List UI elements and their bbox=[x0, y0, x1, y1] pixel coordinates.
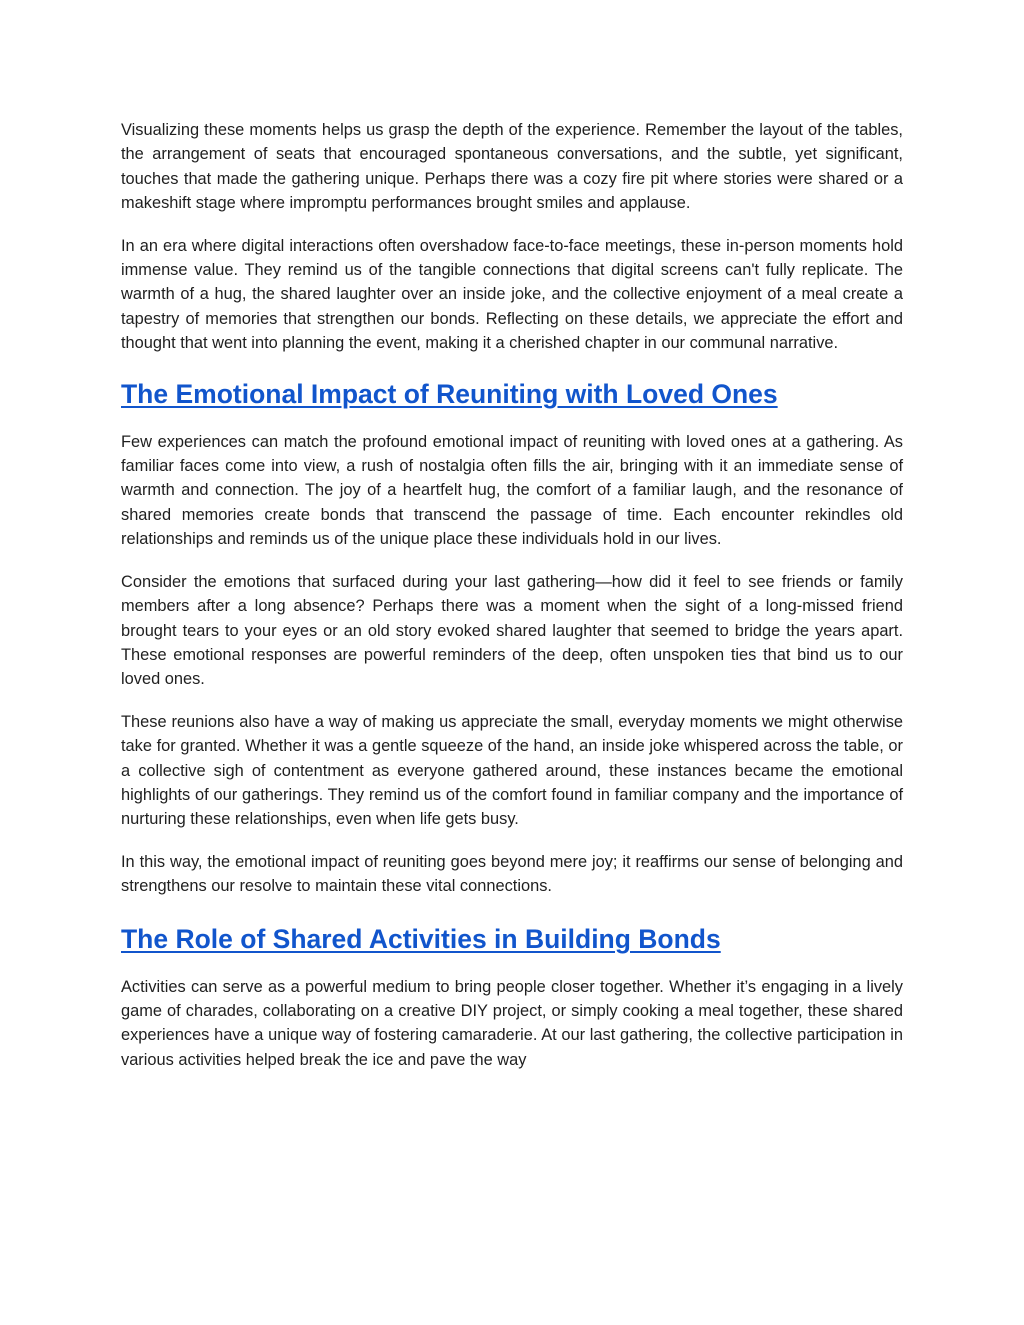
section1-paragraph-1: Few experiences can match the profound emotional impact of reuniting with loved ones at a gathering. As familiar faces come into view, a rush of nostalgia often fills the air, bringing with it an immediate sense of warmth and connection. The joy of a heartfelt hug, the comfort of a familiar laugh, and the resonance of shared memories create bonds that transcend the passage of time. Each encounter rekindles old relationships and reminds us of the unique place these individuals hold in our lives. bbox=[121, 432, 903, 549]
section1-paragraph-3: These reunions also have a way of making us appreciate the small, everyday moments we might otherwise take for granted. Whether it was a gentle squeeze of the hand, an inside joke whispered across the table, or a collective sigh of contentment as everyone gathered around, these instances became the emotional highlights of our gatherings. They remind us of the comfort found in familiar company and the importance of nurturing these relationships, even when life gets busy. bbox=[121, 712, 903, 829]
section-heading-wrap bbox=[121, 923, 903, 955]
section2-paragraph-1: Activities can serve as a powerful medium to bring people closer together. Whether it’s engaging in a lively game of charades, collaborating on a creative DIY project, or simply cooking a meal together, these shared experiences have a unique way of fostering camaraderie. At our last gathering, the collective participation in various activities helped break the ice and pave the way bbox=[121, 977, 903, 1069]
section-heading-emotional-impact bbox=[121, 378, 903, 410]
section-heading-wrap bbox=[121, 378, 903, 410]
heading-link-shared-activities[interactable]: The Role of Shared Activities in Building Bonds bbox=[121, 923, 721, 954]
intro-paragraph-1: Visualizing these moments helps us grasp the depth of the experience. Remember the layout of the tables, the arrangement of seats that encouraged spontaneous conversations, and the subtle, yet significant, touches that made the gathering unique. Perhaps there was a cozy fire pit where stories were shared or a makeshift stage where impromptu performances brought smiles and applause. bbox=[121, 121, 903, 213]
heading-link-emotional-impact[interactable]: The Emotional Impact of Reuniting with Loved Ones bbox=[121, 378, 778, 409]
section1-paragraph-2: Consider the emotions that surfaced during your last gathering—how did it feel to see friends or family members after a long absence? Perhaps there was a moment when the sight of a long-missed friend brought tears to your eyes or an old story evoked shared laughter that seemed to bridge the years apart. These emotional responses are powerful reminders of the deep, often unspoken ties that bind us to our loved ones. bbox=[121, 572, 903, 689]
section1-paragraph-4: In this way, the emotional impact of reuniting goes beyond mere joy; it reaffirms our sense of belonging and strengthens our resolve to maintain these vital connections. bbox=[121, 852, 903, 896]
section-heading-shared-activities bbox=[121, 923, 903, 955]
intro-paragraph-2: In an era where digital interactions often overshadow face-to-face meetings, these in-person moments hold immense value. They remind us of the tangible connections that digital screens can't fully replicate. The warmth of a hug, the shared laughter over an inside joke, and the collective enjoyment of a meal create a tapestry of memories that strengthen our bonds. Reflecting on these details, we appreciate the effort and thought that went into planning the event, making it a cherished chapter in our communal narrative. bbox=[121, 236, 903, 353]
document-page bbox=[121, 118, 903, 1090]
